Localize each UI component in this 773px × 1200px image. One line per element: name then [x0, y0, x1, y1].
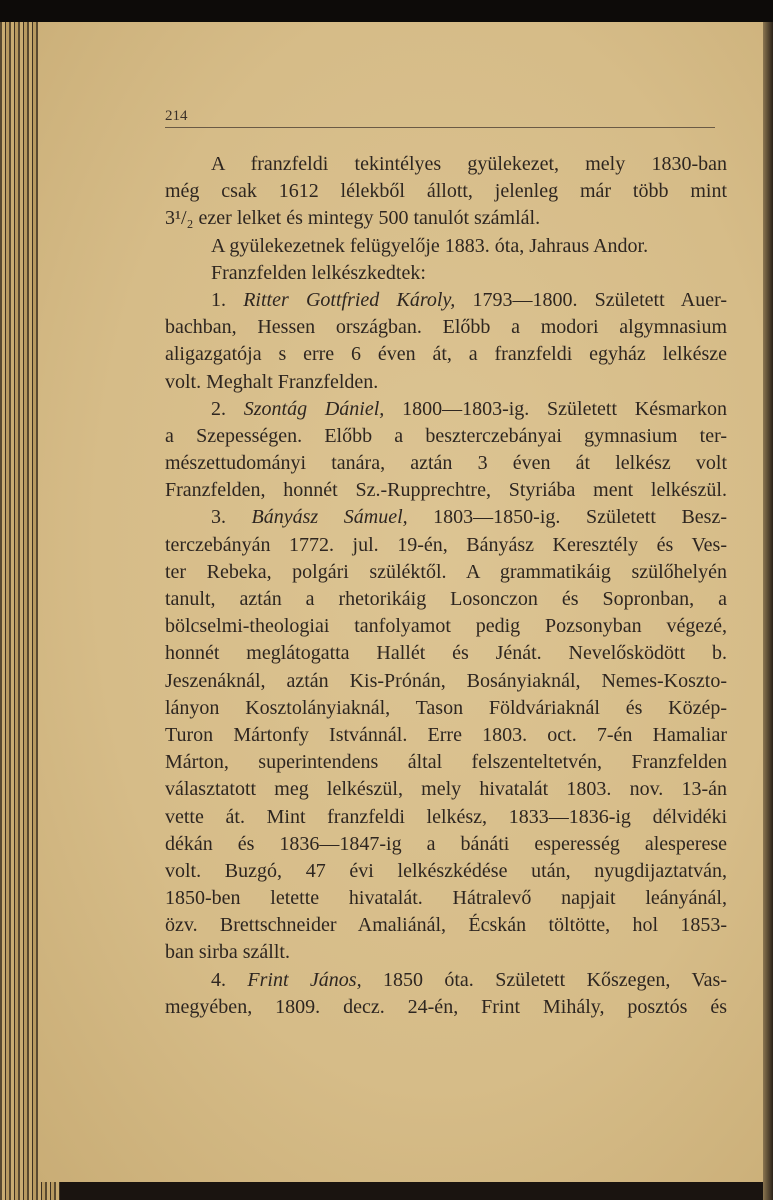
text-segment: volt. Meghalt Franzfelden. [165, 370, 379, 393]
text-line [165, 994, 727, 1021]
text-line [165, 858, 727, 885]
text-segment: 3. [211, 506, 252, 529]
text-line [165, 532, 727, 559]
body-text [165, 151, 727, 1021]
text-line [165, 450, 727, 477]
text-segment: vette át. Mint franzfeldi lelkész, 1833—1836-ig délvidéki [165, 805, 727, 828]
text-segment: lányon Kosztolányiaknál, Tason Földváriaknál és Közép- [165, 696, 727, 719]
text-segment: bölcselmi-theologiai tanfolyamot pedig Pozsonyban végezé, [165, 615, 727, 638]
text-segment: ban sirba szállt. [165, 941, 290, 964]
text-line [165, 695, 727, 722]
text-line [165, 885, 727, 912]
text-line [165, 260, 727, 287]
text-segment: 3¹/₂ ezer lelket és mintegy 500 tanulót számlál. [165, 207, 541, 230]
text-line [165, 967, 727, 994]
text-segment: tanult, aztán a rhetorikáig Losonczon és Sopronban, a [165, 588, 727, 610]
scan-top-border [0, 0, 773, 22]
scan-right-border [763, 22, 773, 1200]
text-segment: Franzfelden, honnét Sz.-Rupprechtre, Styriába ment lelkészül. [165, 479, 727, 502]
italic-name: Ritter Gottfried Károly, [243, 288, 456, 311]
text-segment: még csak 1612 lélekből állott, jelenleg már több mint [165, 180, 727, 203]
text-segment: választatott meg lelkészül, mely hivatalát 1803. nov. 13-án [165, 778, 727, 801]
italic-name: Frint János, [247, 968, 362, 991]
text-line [165, 804, 727, 831]
text-line [165, 722, 727, 749]
text-segment: 2. [211, 397, 244, 420]
page-number: 214 [165, 108, 188, 124]
text-line [165, 233, 727, 260]
text-segment: 1. [211, 288, 244, 311]
text-segment: Franzfelden lelkészkedtek: [211, 261, 426, 284]
text-segment: özv. Brettschneider Amaliánál, Écskán töltötte, hol 1853- [165, 914, 727, 937]
text-line [165, 287, 727, 314]
text-segment: ter Rebeka, polgári szüléktől. A grammatikáig szülőhelyén [165, 560, 727, 583]
text-line [165, 423, 727, 450]
text-segment: mészettudományi tanára, aztán 3 éven át lelkész volt [165, 452, 727, 475]
text-segment: 1850 óta. Született Kőszegen, Vas- [361, 968, 727, 991]
text-line [165, 341, 727, 368]
text-segment: Márton, superintendens által felszenteltetvén, Franzfelden [165, 751, 727, 774]
text-segment: a Szepességen. Előbb a beszterczebányai gymnasium ter- [165, 424, 727, 447]
text-line [165, 205, 727, 232]
text-segment: honnét meglátogatta Hallét és Jénát. Nevelősködött b. [165, 642, 727, 665]
text-segment: 1803—1850-ig. Született Besz- [407, 506, 728, 529]
text-line [165, 831, 727, 858]
text-segment: 4. [211, 968, 248, 991]
text-segment: Turon Mártonfy Istvánnál. Erre 1803. oct. 7-én Hamaliar [165, 723, 727, 746]
text-segment: bachban, Hessen országban. Előbb a modori algymnasium [165, 316, 727, 339]
text-segment: 1850-ben letette hivatalát. Hátralevő napjait leányánál, [165, 887, 727, 910]
text-line [165, 559, 727, 586]
italic-name: Szontág Dániel, [243, 397, 385, 420]
text-line [165, 640, 727, 667]
text-line [165, 178, 727, 205]
text-segment: volt. Buzgó, 47 évi lelkészkédése után, nyugdijaztatván, [165, 859, 727, 882]
text-line [165, 776, 727, 803]
text-segment: 1793—1800. Született Auer- [455, 288, 727, 311]
text-line [165, 668, 727, 695]
text-segment: A franzfeldi tekintélyes gyülekezet, mely 1830-ban [211, 153, 727, 175]
text-segment: A gyülekezetnek felügyelője 1883. óta, Jahraus Andor. [211, 234, 649, 257]
text-segment: aligazgatója s erre 6 éven át, a franzfeldi egyház lelkésze [165, 343, 727, 366]
text-line [165, 504, 727, 531]
text-line [165, 613, 727, 640]
text-segment: dékán és 1836—1847-ig a bánáti esperesség alesperese [165, 832, 727, 855]
text-line [165, 314, 727, 341]
text-segment: Jeszenáknál, aztán Kis-Prónán, Bosányiaknál, Nemes-Koszto- [165, 669, 727, 692]
text-segment: megyében, 1809. decz. 24-én, Frint Mihály, posztós és [165, 995, 727, 1018]
text-line [165, 396, 727, 423]
italic-name: Bányász Sámuel, [251, 506, 408, 529]
text-segment: 1800—1803-ig. Született Késmarkon [384, 397, 727, 420]
text-line [165, 151, 727, 178]
text-line [165, 369, 727, 396]
text-line [165, 912, 727, 939]
header-rule [165, 127, 715, 128]
text-line [165, 939, 727, 966]
text-line [165, 586, 727, 613]
text-segment: terczebányán 1772. jul. 19-én, Bányász Keresztély és Ves- [165, 533, 727, 556]
text-line [165, 477, 727, 504]
text-line [165, 749, 727, 776]
